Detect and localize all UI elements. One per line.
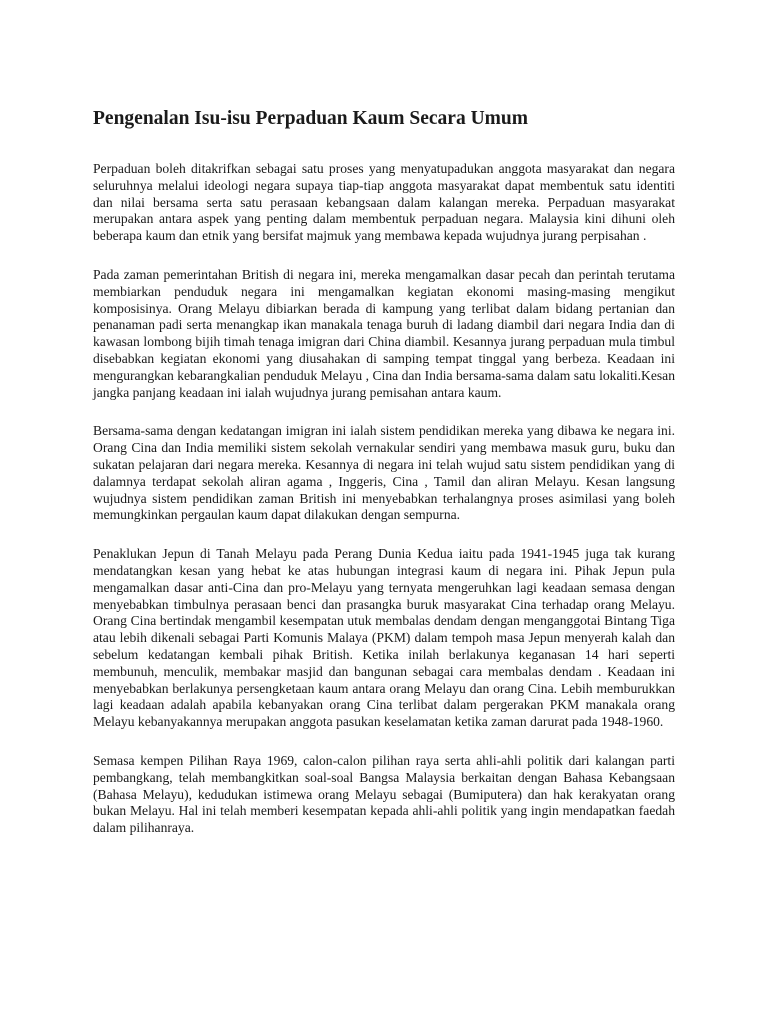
paragraph-3: Bersama-sama dengan kedatangan imigran ini ialah sistem pendidikan mereka yang dibawa ke negara ini. Orang Cina dan India memiliki sistem sekolah vernakular sendiri yang membawa masuk guru, buku dan sukatan pelajaran dari negara mereka. Kesannya di negara ini telah wujud satu sistem pendidikan yang di dalamnya terdapat sekolah aliran agama , Inggeris, Cina , Tamil dan aliran Melayu. Kesan langsung wujudnya sistem pendidikan zaman British ini menyebabkan terhalangnya proses asimilasi yang boleh memungkinkan pergaulan kaum dapat dilakukan dengan sempurna. xyxy=(93,423,675,523)
document-body xyxy=(93,161,675,859)
paragraph-4: Penaklukan Jepun di Tanah Melayu pada Perang Dunia Kedua iaitu pada 1941-1945 juga tak kurang mendatangkan kesan yang hebat ke atas hubungan integrasi kaum di negara ini. Pihak Jepun pula mengamalkan dasar anti-Cina dan pro-Melayu yang ternyata mengeruhkan lagi keadaan semasa dengan menyebabkan timbulnya perasaan benci dan prasangka buruk masyarakat Cina terhadap orang Melayu. Orang Cina bertindak mengambil kesempatan utuk membalas dendam dengan menganggotai Bintang Tiga atau lebih dikenali sebagai Parti Komunis Malaya (PKM) dalam tempoh masa Jepun menyerah kalah dan sebelum kedatangan kembali pihak British. Ketika inilah berlakunya keganasan 14 hari seperti membunuh, menculik, membakar masjid dan bangunan sebagai cara membalas dendam . Keadaan ini menyebabkan berlakunya persengketaan kaum antara orang Melayu dan orang Cina. Lebih memburukkan lagi keadaan adalah apabila kebanyakan orang Cina terlibat dalam pergerakan PKM manakala orang Melayu kebanyakannya merupakan anggota pasukan keselamatan ketika zaman darurat pada 1948-1960. xyxy=(93,546,675,730)
paragraph-1: Perpaduan boleh ditakrifkan sebagai satu proses yang menyatupadukan anggota masyarakat dan negara seluruhnya melalui ideologi negara supaya tiap-tiap anggota masyarakat dapat membentuk satu identiti dan nilai bersama serta satu perasaan kebangsaan dalam kalangan mereka. Perpaduan masyarakat merupakan antara aspek yang penting dalam membentuk perpaduan negara. Malaysia kini dihuni oleh beberapa kaum dan etnik yang bersifat majmuk yang membawa kepada wujudnya jurang perpisahan . xyxy=(93,161,675,244)
paragraph-2: Pada zaman pemerintahan British di negara ini, mereka mengamalkan dasar pecah dan perintah terutama membiarkan penduduk negara ini mengamalkan kegiatan ekonomi masing-masing mengikut komposisinya. Orang Melayu dibiarkan berada di kampung yang terlibat dalam bidang pertanian dan penanaman padi serta menangkap ikan manakala tenaga buruh di ladang diambil dari negara India dan di kawasan lombong bijih timah tenaga imigran dari China diambil. Kesannya jurang perpaduan mula timbul disebabkan kegiatan ekonomi yang diusahakan di samping tempat tinggal yang berbeza. Keadaan ini mengurangkan kebarangkalian penduduk Melayu , Cina dan India bersama-sama dalam satu lokaliti.Kesan jangka panjang keadaan ini ialah wujudnya jurang pemisahan antara kaum. xyxy=(93,266,675,400)
document-title: Pengenalan Isu-isu Perpaduan Kaum Secara Umum xyxy=(93,108,528,129)
paragraph-5: Semasa kempen Pilihan Raya 1969, calon-calon pilihan raya serta ahli-ahli politik dari kalangan parti pembangkang, telah membangkitkan soal-soal Bangsa Malaysia berkaitan dengan Bahasa Kebangsaan (Bahasa Melayu), kedudukan istimewa orang Melayu sebagai (Bumiputera) dan hak kerakyatan orang bukan Melayu. Hal ini telah memberi kesempatan kepada ahli-ahli politik yang ingin mendapatkan faedah dalam pilihanraya. xyxy=(93,752,675,836)
